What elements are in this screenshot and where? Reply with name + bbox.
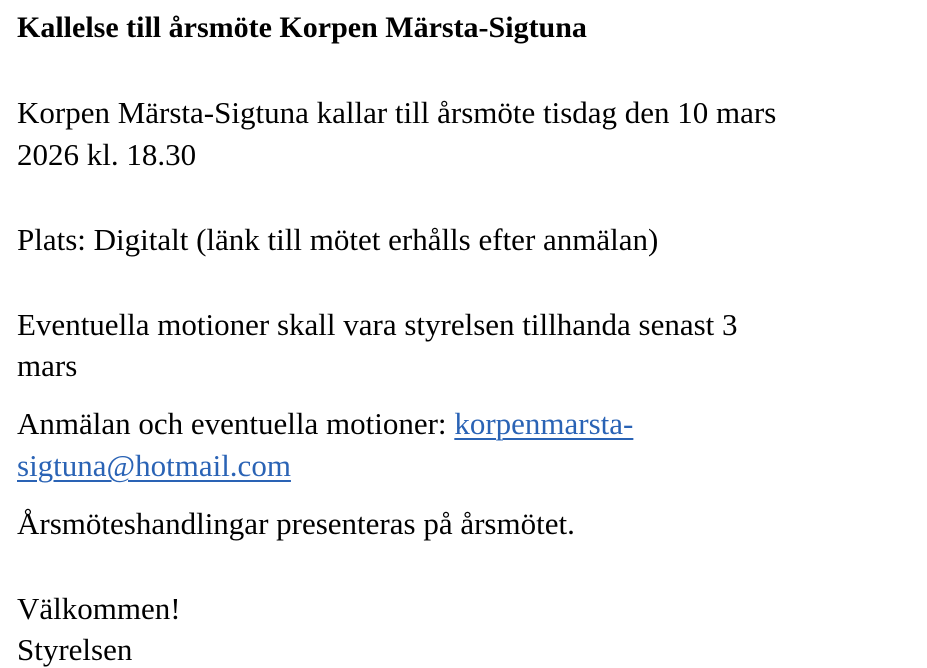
closing-signature: Styrelsen: [17, 632, 133, 667]
registration-label: Anmälan och eventuella motioner:: [17, 406, 455, 441]
email-link-part-2[interactable]: sigtuna@hotmail.com: [17, 448, 291, 483]
email-link-part-1[interactable]: korpenmarsta-: [454, 406, 634, 441]
intro-line-1: Korpen Märsta-Sigtuna kallar till årsmöte tisdag den 10 mars: [17, 95, 777, 130]
motions-line-2: mars: [17, 348, 78, 383]
document-title: Kallelse till årsmöte Korpen Märsta-Sigtuna: [17, 11, 587, 44]
location-text: Plats: Digitalt (länk till mötet erhålls efter anmälan): [17, 222, 659, 257]
documents-note: Årsmöteshandlingar presenteras på årsmötet.: [17, 506, 575, 541]
closing-welcome: Välkommen!: [17, 591, 181, 626]
registration-line-2: [17, 448, 291, 484]
registration-line-1: [17, 406, 633, 442]
motions-line-1: Eventuella motioner skall vara styrelsen tillhanda senast 3: [17, 307, 738, 342]
intro-line-2: 2026 kl. 18.30: [17, 137, 197, 172]
